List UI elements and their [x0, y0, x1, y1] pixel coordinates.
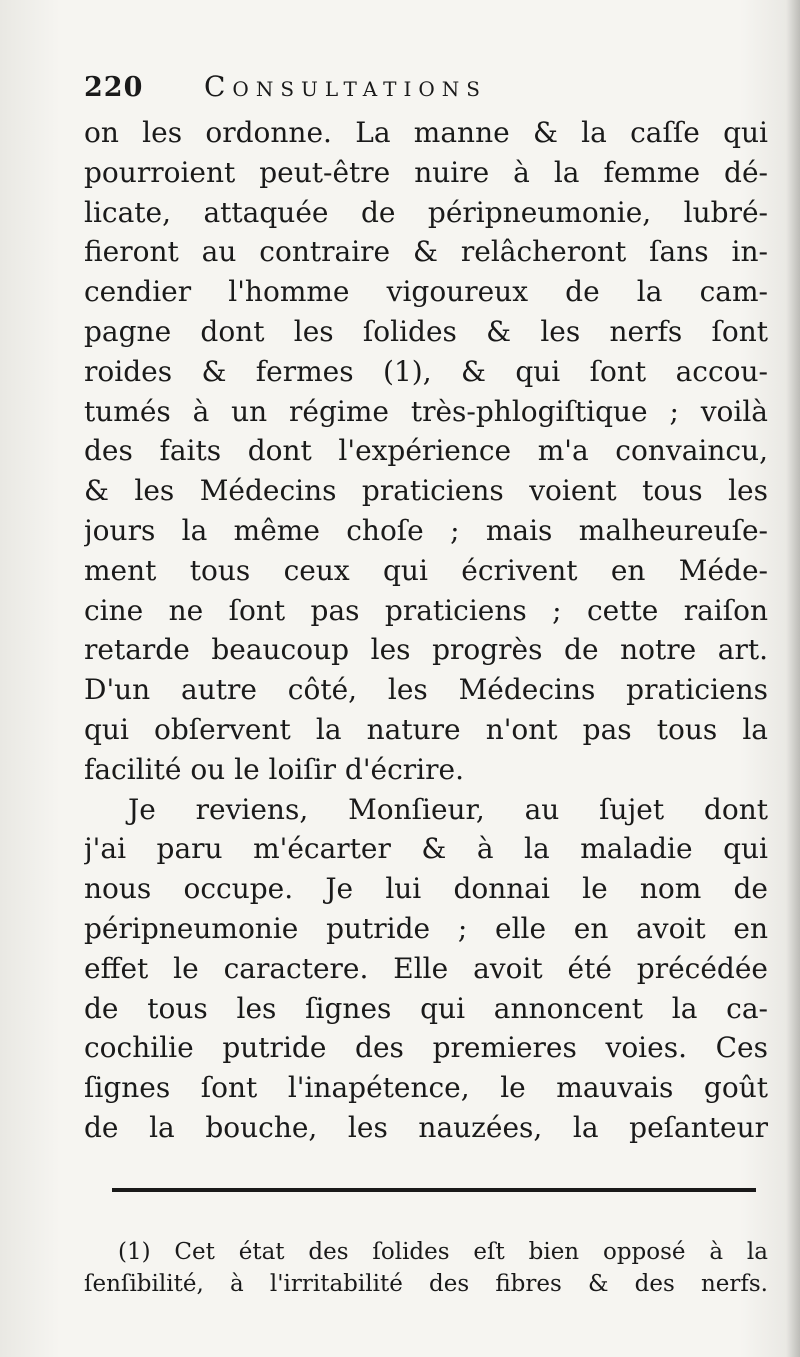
text-line: cine ne ſont pas praticiens ; cette raiſon — [84, 593, 768, 627]
text-line: des faits dont l'expérience m'a convaincu, — [84, 434, 768, 468]
footnote-line: (1) Cet état des ſolides eſt bien opposé à la — [118, 1239, 768, 1265]
running-header — [84, 70, 644, 112]
text-line: cendier l'homme vigoureux de la cam- — [84, 275, 768, 309]
page-edge-shadow — [786, 0, 800, 1357]
text-line: pagne dont les ſolides & les nerfs ſont — [84, 314, 768, 348]
text-line: ment tous ceux qui écrivent en Méde- — [84, 553, 768, 587]
running-title: Consultations — [204, 70, 487, 103]
text-line: ſignes ſont l'inapétence, le mauvais goût — [84, 1071, 768, 1105]
text-line: nous occupe. Je lui donnai le nom de — [84, 872, 768, 906]
text-line: retarde beaucoup les progrès de notre art. — [84, 633, 768, 667]
text-line: on les ordonne. La manne & la caſſe qui — [84, 116, 768, 149]
main-text — [84, 113, 768, 1148]
text-line: D'un autre côté, les Médecins praticiens — [84, 673, 768, 707]
text-line: & les Médecins praticiens voient tous les — [84, 474, 768, 508]
text-line: cochilie putride des premieres voies. Ces — [84, 1031, 768, 1065]
text-line: péripneumonie putride ; elle en avoit en — [84, 911, 768, 945]
page-number: 220 — [84, 72, 144, 103]
text-line: fieront au contraire & relâcheront ſans in- — [84, 235, 768, 269]
text-line: Je reviens, Monſieur, au ſujet dont — [128, 792, 768, 826]
text-line: roides & fermes (1), & qui ſont accou- — [84, 354, 768, 388]
text-line: de tous les ſignes qui annoncent la ca- — [84, 991, 768, 1025]
text-line: licate, attaquée de péripneumonie, lubré- — [84, 195, 768, 229]
text-line: tumés à un régime très-phlogiſtique ; voilà — [84, 394, 768, 428]
text-line: facilité ou le loiſir d'écrire. — [84, 752, 464, 786]
text-line: jours la même choſe ; mais malheureuſe- — [84, 513, 768, 547]
footnote-rule — [112, 1188, 756, 1192]
text-line: pourroient peut-être nuire à la femme dé- — [84, 155, 768, 189]
text-line: de la bouche, les nauzées, la peſanteur — [84, 1110, 768, 1144]
footnote-line: ſenſibilité, à l'irritabilité des fibres & des nerfs. — [84, 1271, 768, 1297]
text-line: qui obſervent la nature n'ont pas tous la — [84, 712, 768, 746]
text-line: effet le caractere. Elle avoit été précédée — [84, 951, 768, 985]
text-line: j'ai paru m'écarter & à la maladie qui — [84, 832, 768, 866]
footnote — [84, 1236, 768, 1300]
